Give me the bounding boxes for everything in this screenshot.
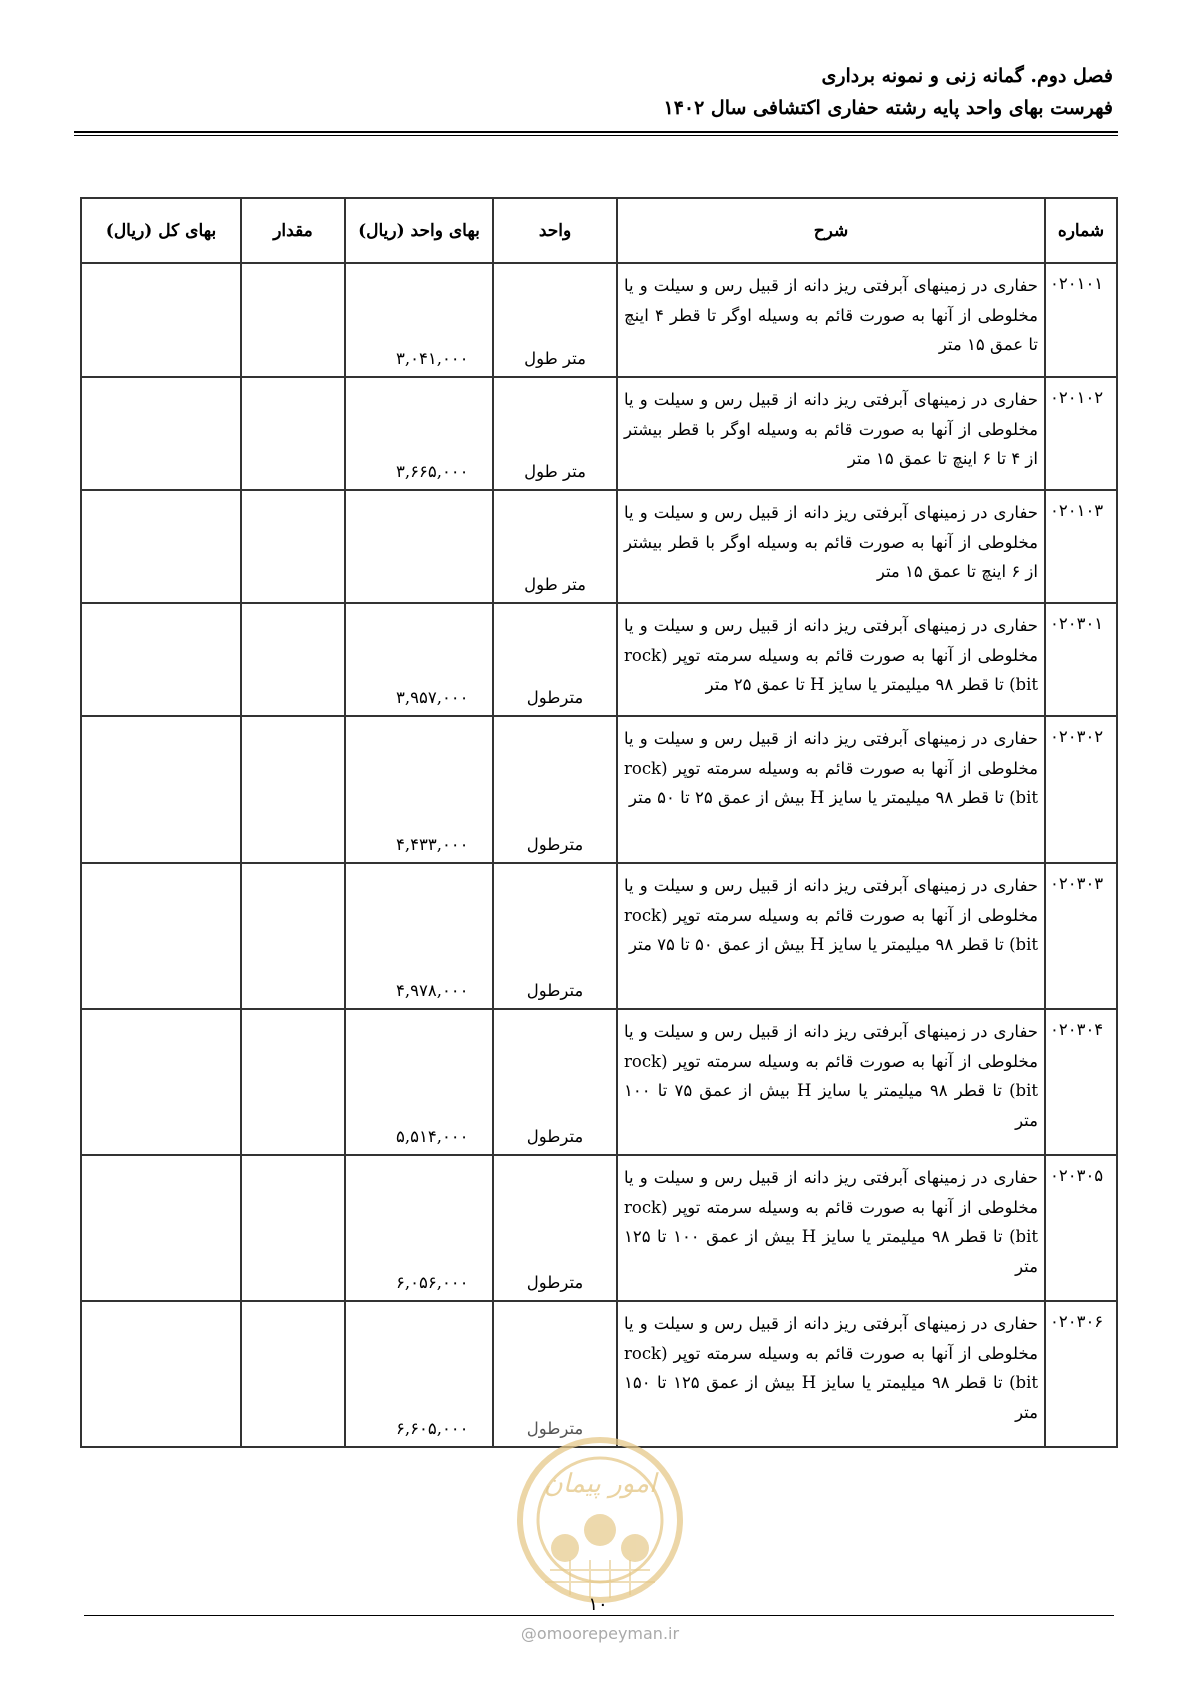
item-unit: مترطول [493, 1301, 617, 1447]
table-row [81, 263, 1117, 377]
item-unit: متر طول [493, 490, 617, 603]
table-header-row [81, 198, 1117, 263]
item-total-price [81, 490, 241, 603]
col-header-code: شماره [1045, 198, 1117, 263]
item-unit: مترطول [493, 863, 617, 1009]
item-quantity [241, 716, 345, 863]
table-row [81, 1155, 1117, 1301]
item-total-price [81, 603, 241, 716]
item-code: ۰۲۰۳۰۴ [1045, 1009, 1117, 1155]
item-total-price [81, 263, 241, 377]
col-header-unit-price: بهای واحد (ریال) [345, 198, 493, 263]
table-row [81, 716, 1117, 863]
item-code: ۰۲۰۳۰۶ [1045, 1301, 1117, 1447]
item-total-price [81, 1301, 241, 1447]
item-quantity [241, 603, 345, 716]
col-header-quantity: مقدار [241, 198, 345, 263]
item-unit-price: ۶,۰۵۶,۰۰۰ [345, 1155, 493, 1301]
item-unit: مترطول [493, 603, 617, 716]
item-total-price [81, 716, 241, 863]
header-rule-thin [74, 135, 1118, 136]
item-total-price [81, 1009, 241, 1155]
item-description: حفاری در زمینهای آبرفتی ریز دانه از قبیل رس و سیلت و یا مخلوطی از آنها به صورت قائم به وسیله سرمته توپر (rock bit) تا قطر ۹۸ میلیمتر یا سایز H بیش از عمق ۷۵ تا ۱۰۰ متر [617, 1009, 1045, 1155]
page-number: ۱۰ [588, 1594, 608, 1615]
item-quantity [241, 863, 345, 1009]
item-unit-price: ۵,۵۱۴,۰۰۰ [345, 1009, 493, 1155]
table-row [81, 863, 1117, 1009]
item-unit: متر طول [493, 263, 617, 377]
page-header [73, 60, 1113, 124]
col-header-description: شرح [617, 198, 1045, 263]
col-header-total-price: بهای کل (ریال) [81, 198, 241, 263]
item-quantity [241, 1155, 345, 1301]
seal-logo-icon [510, 1430, 690, 1610]
item-unit: مترطول [493, 1155, 617, 1301]
item-quantity [241, 490, 345, 603]
item-unit-price: ۳,۹۵۷,۰۰۰ [345, 603, 493, 716]
item-unit-price: ۴,۴۳۳,۰۰۰ [345, 716, 493, 863]
table-row [81, 377, 1117, 490]
item-code: ۰۲۰۳۰۳ [1045, 863, 1117, 1009]
item-code: ۰۲۰۳۰۱ [1045, 603, 1117, 716]
col-header-unit: واحد [493, 198, 617, 263]
item-unit: متر طول [493, 377, 617, 490]
footer-rule [84, 1615, 1114, 1616]
table-row [81, 603, 1117, 716]
watermark-seal [510, 1430, 690, 1610]
item-unit-price [345, 490, 493, 603]
item-quantity [241, 1009, 345, 1155]
item-code: ۰۲۰۱۰۲ [1045, 377, 1117, 490]
table-row [81, 1009, 1117, 1155]
table-row [81, 1301, 1117, 1447]
item-total-price [81, 377, 241, 490]
item-code: ۰۲۰۱۰۳ [1045, 490, 1117, 603]
item-description: حفاری در زمینهای آبرفتی ریز دانه از قبیل رس و سیلت و یا مخلوطی از آنها به صورت قائم به وسیله اوگر با قطر بیشتر از ۴ تا ۶ اینچ تا عمق ۱۵ متر [617, 377, 1045, 490]
item-code: ۰۲۰۳۰۲ [1045, 716, 1117, 863]
item-unit: مترطول [493, 1009, 617, 1155]
item-description: حفاری در زمینهای آبرفتی ریز دانه از قبیل رس و سیلت و یا مخلوطی از آنها به صورت قائم به وسیله سرمته توپر (rock bit) تا قطر ۹۸ میلیمتر یا سایز H بیش از عمق ۲۵ تا ۵۰ متر [617, 716, 1045, 863]
footer-site-watermark: @omoorepeyman.ir [520, 1624, 680, 1643]
item-code: ۰۲۰۳۰۵ [1045, 1155, 1117, 1301]
item-description: حفاری در زمینهای آبرفتی ریز دانه از قبیل رس و سیلت و یا مخلوطی از آنها به صورت قائم به وسیله اوگر تا قطر ۴ اینچ تا عمق ۱۵ متر [617, 263, 1045, 377]
item-unit-price: ۶,۶۰۵,۰۰۰ [345, 1301, 493, 1447]
price-table [80, 197, 1118, 1448]
chapter-title: فصل دوم. گمانه زنی و نمونه برداری [821, 65, 1113, 87]
item-description: حفاری در زمینهای آبرفتی ریز دانه از قبیل رس و سیلت و یا مخلوطی از آنها به صورت قائم به وسیله سرمته توپر (rock bit) تا قطر ۹۸ میلیمتر یا سایز H تا عمق ۲۵ متر [617, 603, 1045, 716]
item-description: حفاری در زمینهای آبرفتی ریز دانه از قبیل رس و سیلت و یا مخلوطی از آنها به صورت قائم به وسیله سرمته توپر (rock bit) تا قطر ۹۸ میلیمتر یا سایز H بیش از عمق ۵۰ تا ۷۵ متر [617, 863, 1045, 1009]
item-quantity [241, 263, 345, 377]
item-total-price [81, 863, 241, 1009]
watermark-logo-text: امور پیمان [543, 1469, 657, 1499]
item-unit-price: ۳,۶۶۵,۰۰۰ [345, 377, 493, 490]
item-total-price [81, 1155, 241, 1301]
item-code: ۰۲۰۱۰۱ [1045, 263, 1117, 377]
header-rule-thick [74, 131, 1118, 133]
document-title: فهرست بهای واحد پایه رشته حفاری اکتشافی سال ۱۴۰۲ [663, 97, 1113, 119]
item-unit-price: ۳,۰۴۱,۰۰۰ [345, 263, 493, 377]
item-quantity [241, 377, 345, 490]
item-unit-price: ۴,۹۷۸,۰۰۰ [345, 863, 493, 1009]
item-description: حفاری در زمینهای آبرفتی ریز دانه از قبیل رس و سیلت و یا مخلوطی از آنها به صورت قائم به وسیله سرمته توپر (rock bit) تا قطر ۹۸ میلیمتر یا سایز H بیش از عمق ۱۰۰ تا ۱۲۵ متر [617, 1155, 1045, 1301]
item-quantity [241, 1301, 345, 1447]
item-unit: مترطول [493, 716, 617, 863]
item-description: حفاری در زمینهای آبرفتی ریز دانه از قبیل رس و سیلت و یا مخلوطی از آنها به صورت قائم به وسیله اوگر با قطر بیشتر از ۶ اینچ تا عمق ۱۵ متر [617, 490, 1045, 603]
table-row [81, 490, 1117, 603]
item-description: حفاری در زمینهای آبرفتی ریز دانه از قبیل رس و سیلت و یا مخلوطی از آنها به صورت قائم به وسیله سرمته توپر (rock bit) تا قطر ۹۸ میلیمتر یا سایز H بیش از عمق ۱۲۵ تا ۱۵۰ متر [617, 1301, 1045, 1447]
